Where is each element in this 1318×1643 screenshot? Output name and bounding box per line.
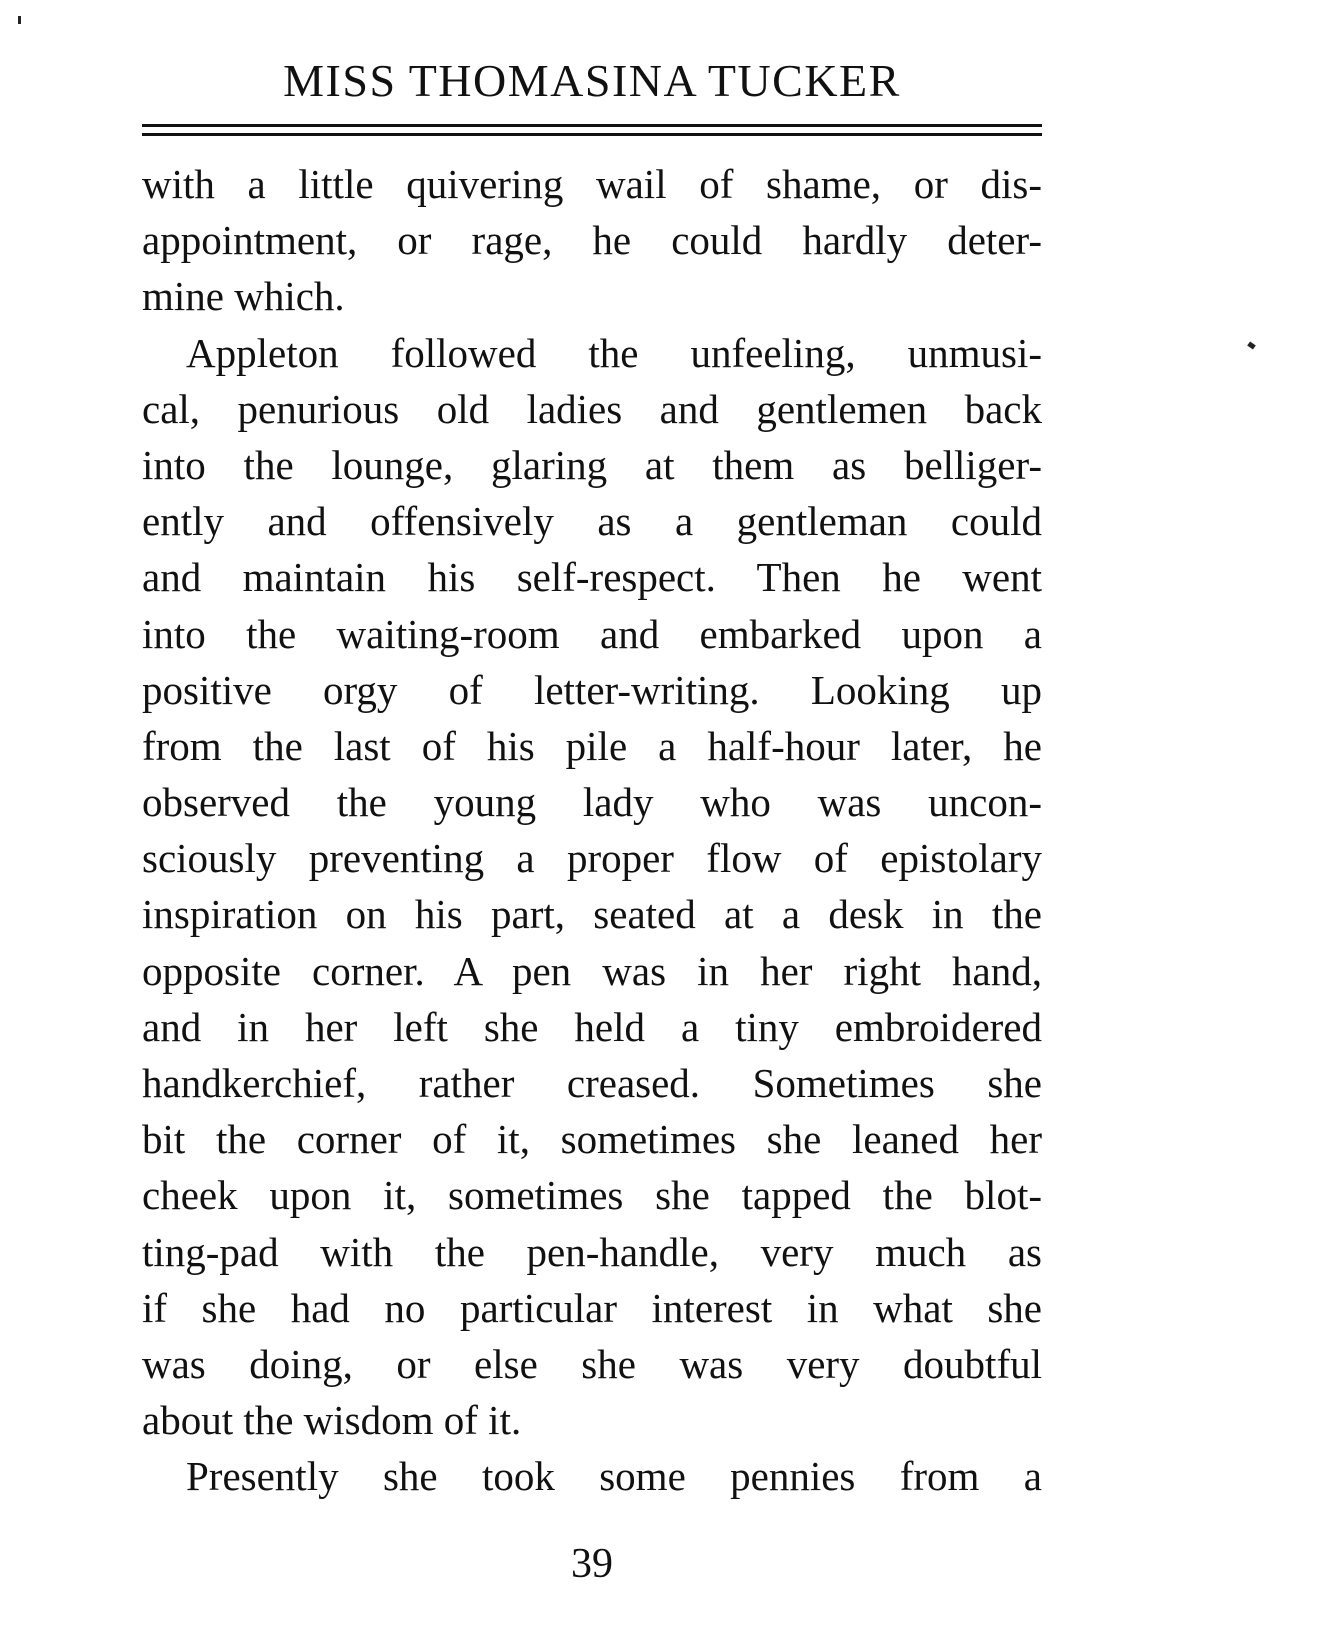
text-line: Appleton followed the unfeeling, unmusi-	[186, 329, 1042, 376]
text-line: sciously preventing a proper flow of epistolary	[142, 835, 1042, 882]
text-line: Presently she took some pennies from a	[186, 1453, 1042, 1500]
scan-speck	[18, 16, 21, 24]
text-line: mine which.	[142, 273, 345, 320]
text-line: and maintain his self-respect. Then he went	[142, 554, 1042, 601]
text-line: into the waiting-room and embarked upon a	[142, 610, 1042, 657]
text-line: ently and offensively as a gentleman could	[142, 498, 1042, 545]
text-line: from the last of his pile a half-hour later, he	[142, 722, 1042, 769]
text-line: and in her left she held a tiny embroidered	[142, 1003, 1042, 1050]
running-head: MISS THOMASINA TUCKER	[283, 55, 901, 106]
text-line: about the wisdom of it.	[142, 1397, 522, 1444]
text-line: was doing, or else she was very doubtful	[142, 1340, 1042, 1387]
text-line: into the lounge, glaring at them as belliger-	[142, 441, 1042, 488]
scan-speck	[1247, 341, 1256, 349]
page-number: 39	[571, 1541, 613, 1587]
body-text	[142, 156, 1042, 1505]
text-line: cal, penurious old ladies and gentlemen back	[142, 385, 1042, 432]
header-rule-bottom	[142, 133, 1042, 136]
text-line: positive orgy of letter-writing. Looking up	[142, 666, 1042, 713]
text-line: observed the young lady who was uncon-	[142, 779, 1042, 826]
text-line: if she had no particular interest in what she	[142, 1284, 1042, 1331]
book-page	[142, 0, 1042, 1643]
text-line: inspiration on his part, seated at a desk in the	[142, 891, 1042, 938]
text-line: handkerchief, rather creased. Sometimes she	[142, 1060, 1042, 1106]
text-line: with a little quivering wail of shame, or dis-	[142, 161, 1042, 207]
text-line: cheek upon it, sometimes she tapped the blot-	[142, 1172, 1042, 1219]
text-line: bit the corner of it, sometimes she leaned her	[142, 1116, 1042, 1163]
text-line: ting-pad with the pen-handle, very much as	[142, 1228, 1042, 1275]
text-line: opposite corner. A pen was in her right hand,	[142, 947, 1042, 994]
text-line: appointment, or rage, he could hardly deter-	[142, 217, 1042, 264]
header-rule-top	[142, 124, 1042, 127]
